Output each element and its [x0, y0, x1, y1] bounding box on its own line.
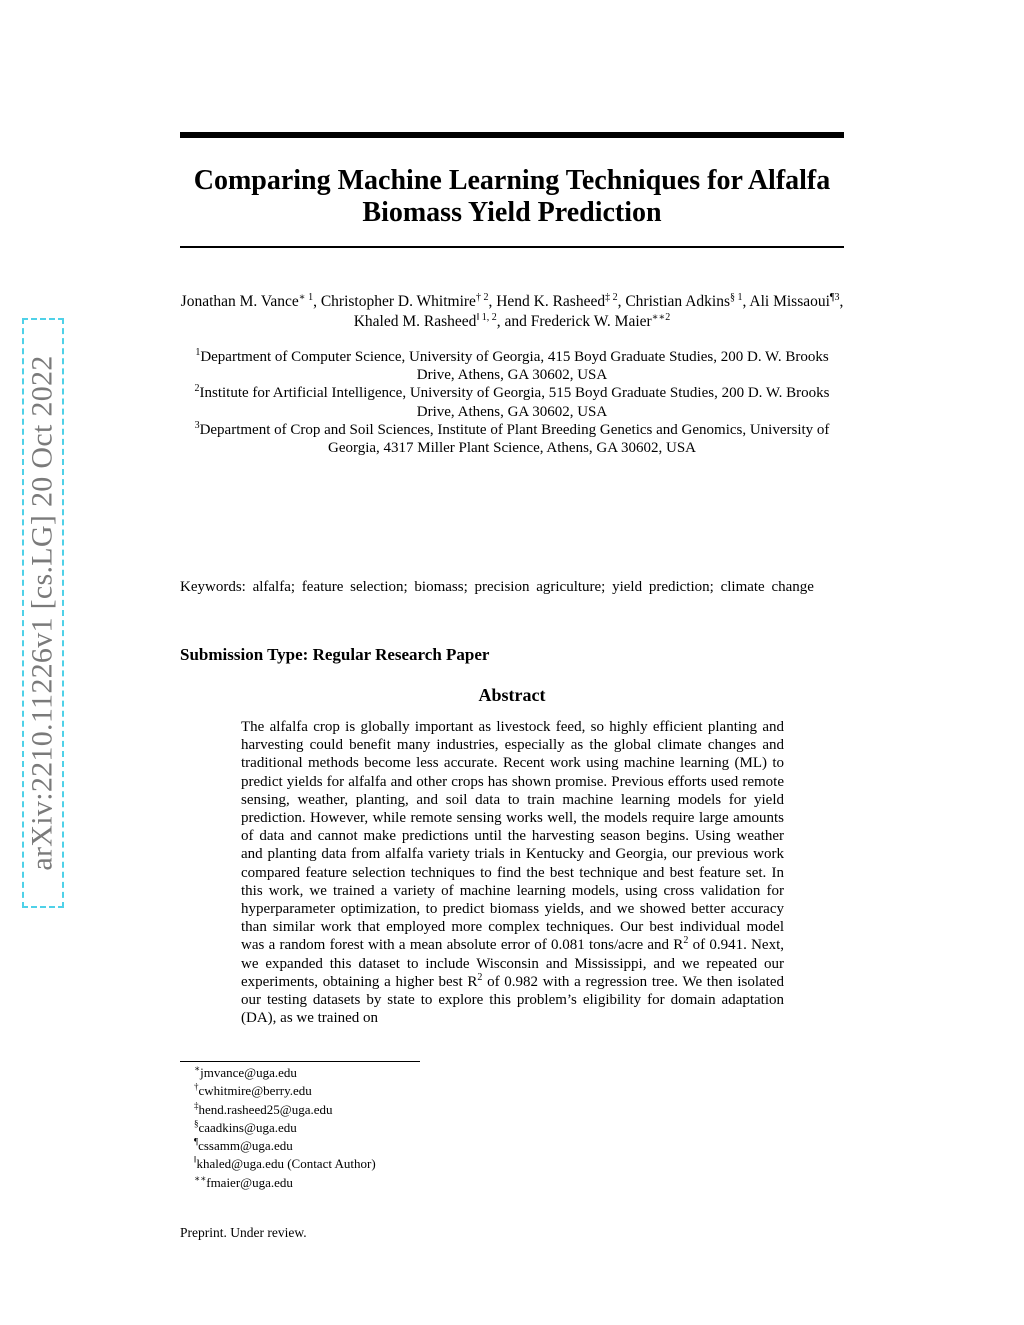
author-name: Ali Missaoui [749, 293, 830, 310]
footnote-rule [180, 1061, 420, 1062]
footnote: ‡hend.rasheed25@uga.edu [194, 1100, 333, 1117]
author-mark: ‖ 1, 2 [476, 311, 497, 323]
preprint-note: Preprint. Under review. [180, 1225, 307, 1240]
footnote-email[interactable]: hend.rasheed25@uga.edu [198, 1101, 333, 1117]
author-name: Khaled M. Rasheed [353, 313, 477, 330]
submission-type: Submission Type: Regular Research Paper [180, 645, 490, 664]
footnote-email[interactable]: cwhitmire@berry.edu [198, 1083, 312, 1099]
arxiv-stamp [22, 318, 64, 908]
author-name: Jonathan M. Vance [180, 293, 299, 310]
footnote: †cwhitmire@berry.edu [194, 1081, 312, 1099]
arxiv-stamp-text: arXiv:2210.11226v1 [cs.LG] 20 Oct 2022 [26, 355, 59, 871]
footnote: ‖khaled@uga.edu (Contact Author) [194, 1155, 376, 1172]
author-name: Hend K. Rasheed [496, 293, 606, 310]
footnote-email[interactable]: cssamm@uga.edu [198, 1138, 293, 1154]
author-name: Christopher D. Whitmire [320, 293, 476, 310]
author-name: Christian Adkins [625, 293, 730, 310]
footnote-email[interactable]: fmaier@uga.edu [206, 1174, 293, 1190]
footnote-email[interactable]: jmvance@uga.edu [200, 1065, 297, 1080]
author-mark: ‡ 2 [605, 291, 618, 303]
title-bottom-rule [180, 246, 844, 248]
footnote: ∗jmvance@uga.edu [194, 1063, 297, 1080]
keywords: Keywords: alfalfa; feature selection; biomass; precision agriculture; yield prediction; climate change [180, 579, 814, 595]
abstract-body: The alfalfa crop is globally important as livestock feed, so highly efficient planting and harvesting could benefit many industries, especially as the global climate changes and traditional methods become less accurate. Recent work using machine learning (ML) to predict yields for alfalfa and other crops has shown promise. Previous efforts used remote sensing, weather, planting, and soil data to train machine learning models for yield prediction. However, while remote sensing works well, the models require large amounts of data and cannot make predictions until the harvesting season begins. Using weather and planting data from alfalfa variety trials in Kentucky and Georgia, our previous work compared feature selection techniques to find the best technique and best feature set. In this work, we trained a variety of machine learning models, using cross validation for hyperparameter optimization, to predict biomass yields, and we showed better accuracy than similar work that employed more complex techniques. Our best individual model was a random forest with a mean absolute error of 0.081 tons/acre and $R^2$ of 0.941. Next, we expanded this dataset to include Wisconsin and Mississippi, and we repeated our experiments, obtaining a higher best $R^2$ of 0.982 with a regression tree. We then isolated our testing datasets by state to explore this problem’s eligibility for domain adaptation (DA), as we trained on [241, 719, 784, 1027]
footnote-list [194, 1064, 376, 1192]
author-mark: § 1 [729, 291, 743, 303]
title-top-rule [180, 132, 844, 138]
affiliation-list [180, 348, 844, 457]
footnote-email[interactable]: khaled@uga.edu (Contact Author) [196, 1156, 376, 1172]
footnote-email[interactable]: caadkins@uga.edu [198, 1119, 297, 1135]
affiliation: $^2$Institute for Artificial Intelligence, University of Georgia, 515 Boyd Graduate Studies, 200 D. W. Brooks Drive, Athens, GA 30602, USA [194, 383, 830, 420]
paper-title: Comparing Machine Learning Techniques for Alfalfa Biomass Yield Prediction [193, 165, 831, 228]
author-mark: ∗∗2 [651, 311, 671, 323]
author-mark: ¶3 [829, 291, 840, 303]
author-list: Jonathan M. Vance$^{∗ 1}$, Christopher D. Whitmire$^{\dagger 2}$, Hend K. Rasheed$^{\ddagger 2}$, Christian Adkins$^{\S 1}$, Ali Missaoui$^{\P 3}$, Khaled M. Rasheed$^{‖ 1, 2}$, and Frederick W. Maier$^{∗∗2}$ [180, 291, 844, 330]
footnote: ¶cssamm@uga.edu [194, 1136, 293, 1154]
author-name: Frederick W. Maier [530, 313, 652, 330]
author-mark: † 2 [475, 291, 489, 303]
footnote: §caadkins@uga.edu [194, 1118, 297, 1135]
abstract-heading: Abstract [478, 685, 546, 705]
footnote: ∗∗fmaier@uga.edu [194, 1173, 293, 1190]
affiliation: $^3$Department of Crop and Soil Sciences, Institute of Plant Breeding Genetics and Genomics, University of Georgia, 4317 Miller Plant Science, Athens, GA 30602, USA [194, 419, 830, 457]
author-mark: ∗ 1 [298, 291, 314, 303]
affiliation: $^1$Department of Computer Science, University of Georgia, 415 Boyd Graduate Studies, 200 D. W. Brooks Drive, Athens, GA 30602, USA [195, 347, 829, 384]
